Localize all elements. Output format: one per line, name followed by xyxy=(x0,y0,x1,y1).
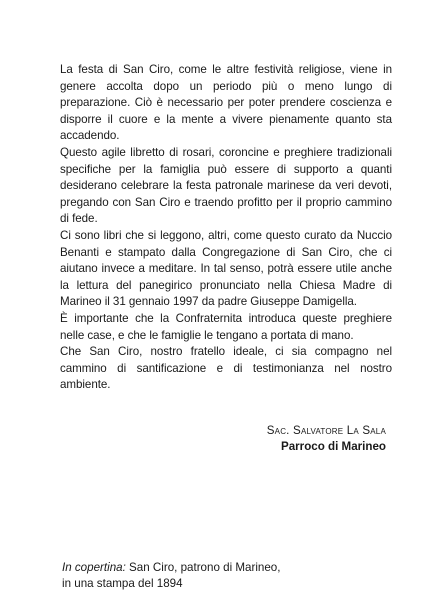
paragraph-4: È importante che la Confraternita introduca queste preghiere nelle case, e che le famiglie le tengano a portata di mano. xyxy=(60,311,392,342)
caption-line-1 xyxy=(62,560,362,576)
signature-name: Sac. Salvatore La Sala xyxy=(266,424,386,437)
caption-text: San Ciro, patrono di Marineo, xyxy=(125,561,281,574)
cover-caption xyxy=(62,560,362,591)
paragraph-5: Che San Ciro, nostro fratello ideale, ci sia compagno nel cammino di santificazione e di testimonianza nel nostro ambiente. xyxy=(60,345,392,392)
caption-line-2: in una stampa del 1894 xyxy=(62,576,183,590)
paragraph-1: La festa di San Ciro, come le altre festività religiose, viene in genere accolta dopo un periodo più o meno lungo di preparazione. Ciò è necessario per poter prendere coscienza e disporre il cuore e la mente a vivere pienamente quanto sta accadendo. xyxy=(60,63,392,143)
paragraph-2: Questo agile libretto di rosari, coroncine e preghiere tradizionali specifiche per la famiglia può essere di supporto a quanti desiderano celebrare la festa patronale marinese da veri devoti, pregando con San Ciro e traendo profitto per il proprio cammino di fede. xyxy=(60,145,392,226)
signature-title: Parroco di Marineo xyxy=(280,440,386,454)
preface-body xyxy=(60,62,392,394)
caption-label: In copertina: xyxy=(62,561,126,574)
signature-block xyxy=(150,423,386,455)
paragraph-3: Ci sono libri che si leggono, altri, come questo curato da Nuccio Benanti e stampato dalla Congregazione di San Ciro, che ci aiutano invece a meditare. In tal senso, potrà essere utile anche la lettura del panegirico pronunciato nella Chiesa Madre di Marineo il 31 gennaio 1997 da padre Giuseppe Damigella. xyxy=(60,228,392,309)
